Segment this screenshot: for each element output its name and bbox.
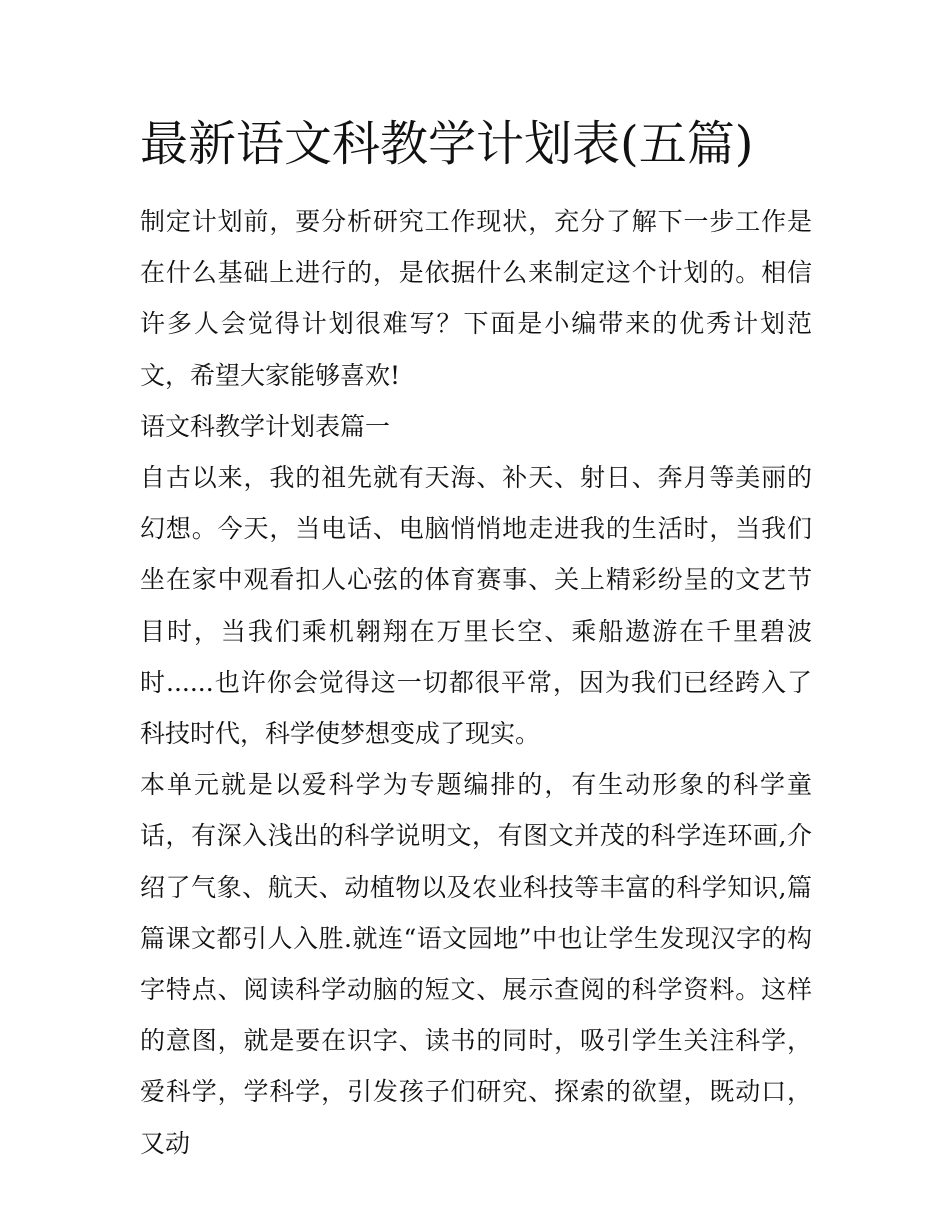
- document-title: 最新语文科教学计划表(五篇): [140, 116, 754, 172]
- document-body: [140, 196, 812, 1169]
- body-paragraph: 本单元就是以爱科学为专题编排的，有生动形象的科学童话，有深入浅出的科学说明文，有图文并茂的科学连环画,介绍了气象、航天、动植物以及农业科技等丰富的科学知识,篇篇课文都引人入胜.就连“语文园地”中也让学生发现汉字的构字特点、阅读科学动脑的短文、展示查阅的科学资料。这样的意图，就是要在识字、读书的同时，吸引学生关注科学，爱科学，学科学，引发孩子们研究、探索的欲望，既动口，又动: [140, 770, 812, 1158]
- body-paragraph: 自古以来，我的祖先就有天海、补天、射日、奔月等美丽的幻想。今天，当电话、电脑悄悄地走进我的生活时，当我们坐在家中观看扣人心弦的体育赛事、关上精彩纷呈的文艺节目时，当我们乘机翱翔在万里长空、乘船遨游在千里碧波时......也许你会觉得这一切都很平常，因为我们已经跨入了科技时代，科学使梦想变成了现实。: [140, 463, 812, 749]
- intro-paragraph: 制定计划前，要分析研究工作现状，充分了解下一步工作是在什么基础上进行的，是依据什么来制定这个计划的。相信许多人会觉得计划很难写？下面是小编带来的优秀计划范文，希望大家能够喜欢!: [140, 207, 812, 390]
- section-heading: 语文科教学计划表篇一: [140, 411, 391, 441]
